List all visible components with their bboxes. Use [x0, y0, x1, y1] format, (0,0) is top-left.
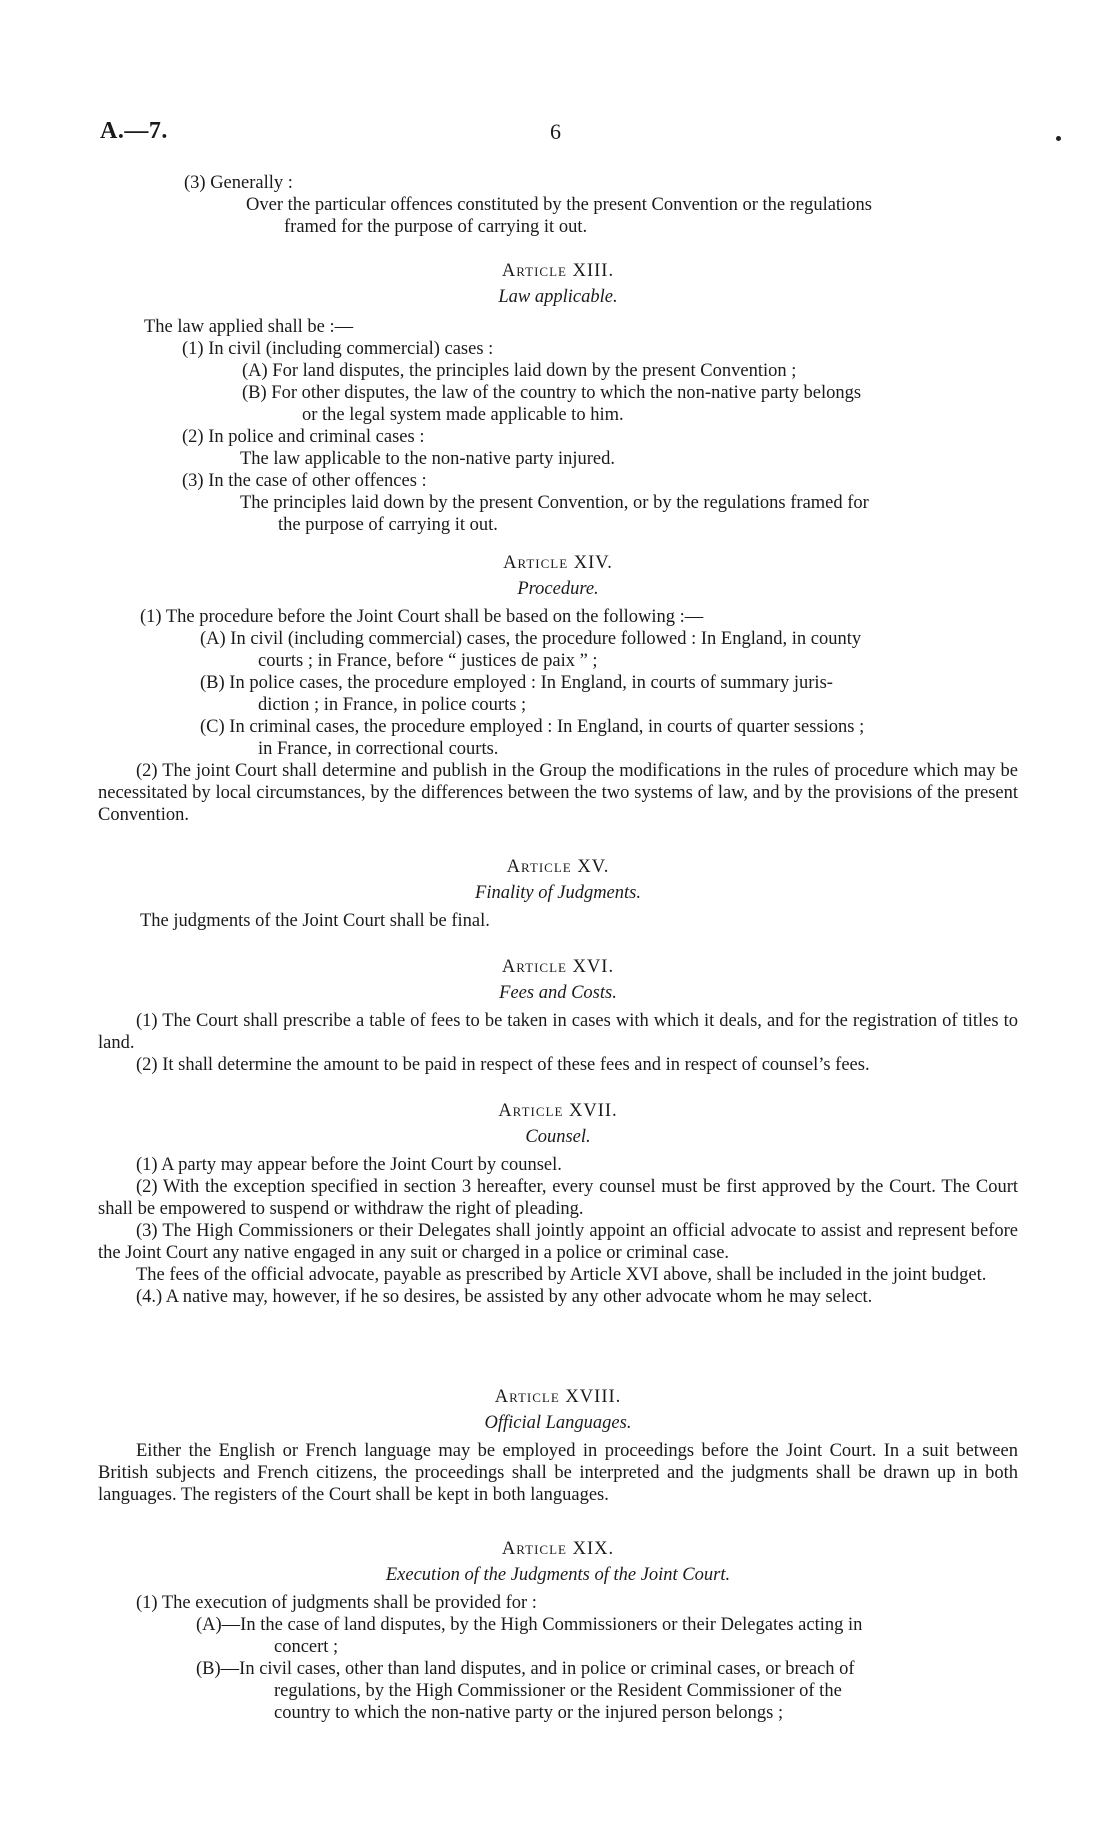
list-subitem-cont: courts ; in France, before “ justices de paix ” ; [258, 651, 598, 671]
paragraph: (1) The execution of judgments shall be provided for : [136, 1593, 537, 1613]
paragraph: (3) The High Commissioners or their Delegates shall jointly appoint an official advocate to assist and represent before the Joint Court any native engaged in any suit or charged in a police or criminal case. [98, 1221, 1018, 1263]
article-title: Article XIII. [501, 261, 615, 281]
article-subtitle: Execution of the Judgments of the Joint Court. [385, 1565, 731, 1585]
list-item: (1) In civil (including commercial) cases : [182, 339, 494, 359]
paragraph: Either the English or French language may be employed in proceedings before the Joint Court. In a suit between British subjects and French citizens, the proceedings shall be interpreted and the judgments shall be drawn up in both languages. The registers of the Court shall be kept in both languages. [98, 1441, 1018, 1505]
article-17 [98, 1100, 1018, 1308]
paragraph: The judgments of the Joint Court shall be final. [140, 911, 490, 931]
article-19 [98, 1538, 1018, 1724]
paragraph: (1) A party may appear before the Joint Court by counsel. [136, 1155, 562, 1175]
list-subitem: (C) In criminal cases, the procedure employed : In England, in courts of quarter sessions ; [200, 717, 865, 737]
article-18 [98, 1386, 1018, 1506]
list-subitem: (B)—In civil cases, other than land disputes, and in police or criminal cases, or breach of [196, 1659, 855, 1679]
article-title: Article XVII. [498, 1101, 618, 1121]
list-subitem: The principles laid down by the present Convention, or by the regulations framed for [240, 493, 869, 513]
article-title: Article XV. [506, 857, 610, 877]
list-item: (2) In police and criminal cases : [182, 427, 425, 447]
article-15 [98, 856, 1018, 932]
list-subitem: (B) For other disputes, the law of the country to which the non-native party belongs [242, 383, 862, 403]
article-title: Article XIV. [503, 553, 613, 573]
list-subitem-cont: in France, in correctional courts. [258, 739, 499, 759]
list-subitem: (A) For land disputes, the principles laid down by the present Convention ; [242, 361, 797, 381]
list-subitem: (A)—In the case of land disputes, by the High Commissioners or their Delegates acting in [196, 1615, 863, 1635]
item-label: (3) Generally : [184, 173, 293, 193]
page-number: 6 [550, 119, 561, 144]
paragraph: (2) It shall determine the amount to be paid in respect of these fees and in respect of counsel’s fees. [136, 1055, 870, 1075]
list-subitem-cont: regulations, by the High Commissioner or the Resident Commissioner of the [274, 1681, 842, 1701]
list-subitem: (B) In police cases, the procedure employed : In England, in courts of summary juris- [200, 673, 833, 693]
article-16 [98, 956, 1018, 1076]
item-text-line: framed for the purpose of carrying it out. [284, 217, 588, 237]
article-subtitle: Finality of Judgments. [475, 883, 641, 903]
article-subtitle: Counsel. [525, 1127, 591, 1147]
list-subitem-cont: or the legal system made applicable to him. [302, 405, 624, 425]
article-title: Article XIX. [501, 1539, 615, 1559]
article-subtitle: Procedure. [517, 579, 599, 599]
section-generally [98, 172, 1018, 238]
article-13 [98, 260, 1018, 536]
article-title: Article XVIII. [494, 1387, 622, 1407]
margin-dot [1056, 136, 1061, 141]
list-subitem: (A) In civil (including commercial) cases, the procedure followed : In England, in county [200, 629, 862, 649]
article-subtitle: Fees and Costs. [499, 983, 617, 1003]
paragraph: The fees of the official advocate, payable as prescribed by Article XVI above, shall be included in the joint budget. [136, 1265, 987, 1285]
document-reference: A.—7. [100, 118, 168, 144]
list-subitem: The law applicable to the non-native party injured. [240, 449, 616, 469]
article-subtitle: Law applicable. [498, 287, 618, 307]
article-14 [98, 552, 1018, 826]
item-text-line: Over the particular offences constituted by the present Convention or the regulations [246, 195, 872, 215]
list-subitem-cont: country to which the non-native party or the injured person belongs ; [274, 1703, 784, 1723]
list-subitem-cont: diction ; in France, in police courts ; [258, 695, 527, 715]
paragraph: (1) The procedure before the Joint Court shall be based on the following :— [140, 607, 704, 627]
intro-text: The law applied shall be :— [144, 317, 354, 337]
article-subtitle: Official Languages. [484, 1413, 632, 1433]
list-subitem-cont: the purpose of carrying it out. [278, 515, 498, 535]
paragraph: (1) The Court shall prescribe a table of fees to be taken in cases with which it deals, and for the registration of titles to land. [98, 1011, 1018, 1053]
paragraph: (2) The joint Court shall determine and publish in the Group the modifications in the rules of procedure which may be necessitated by local circumstances, by the differences between the two systems of law, and by the provisions of the present Convention. [98, 761, 1018, 825]
article-title: Article XVI. [501, 957, 615, 977]
paragraph: (4.) A native may, however, if he so desires, be assisted by any other advocate whom he may select. [136, 1287, 873, 1307]
list-subitem-cont: concert ; [274, 1637, 339, 1657]
paragraph: (2) With the exception specified in section 3 hereafter, every counsel must be first approved by the Court. The Court shall be empowered to suspend or withdraw the right of pleading. [98, 1177, 1018, 1219]
list-item: (3) In the case of other offences : [182, 471, 427, 491]
